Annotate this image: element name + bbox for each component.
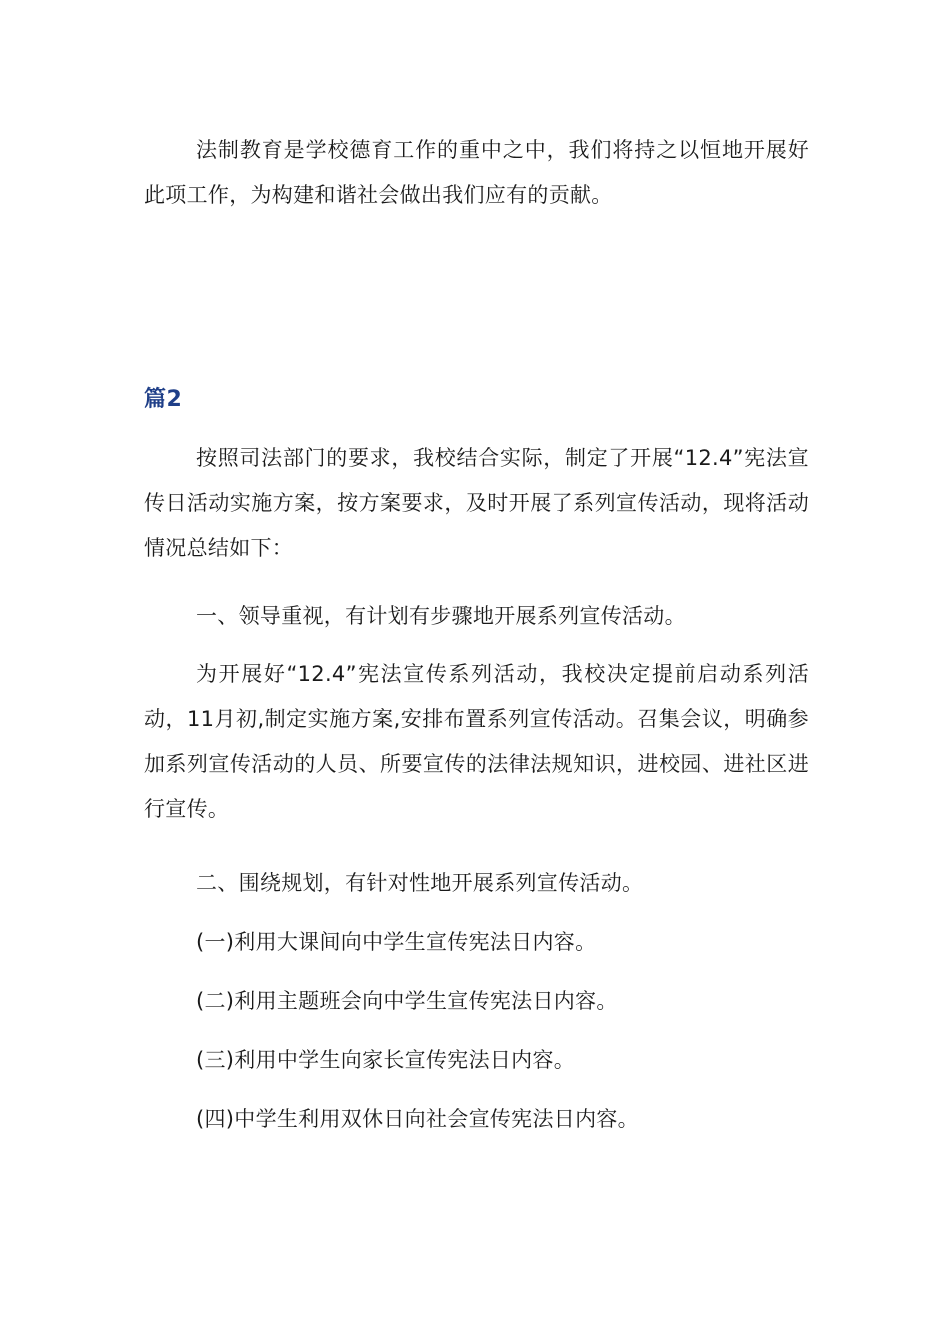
- list-item: (三)利用中学生向家长宣传宪法日内容。: [196, 1048, 576, 1072]
- paragraph-overview: 按照司法部门的要求，我校结合实际，制定了开展“12.4”宪法宣传日活动实施方案，按方案要求，及时开展了系列宣传活动，现将活动情况总结如下：: [144, 446, 809, 560]
- paragraph-point-one: 一、领导重视，有计划有步骤地开展系列宣传活动。: [196, 604, 686, 628]
- paragraph-point-two: 二、围绕规划，有针对性地开展系列宣传活动。: [196, 871, 644, 895]
- list-item: (二)利用主题班会向中学生宣传宪法日内容。: [196, 989, 618, 1013]
- section-heading: 篇2: [144, 387, 183, 412]
- paragraph-point-one-detail: 为开展好“12.4”宪法宣传系列活动，我校决定提前启动系列活动，11月初,制定实施方案,安排布置系列宣传活动。召集会议，明确参加系列宣传活动的人员、所要宣传的法律法规知识，进校园、进社区进行宣传。: [144, 662, 809, 821]
- list-item: (一)利用大课间向中学生宣传宪法日内容。: [196, 930, 597, 954]
- document-page: [144, 0, 809, 1344]
- intro-paragraph: 法制教育是学校德育工作的重中之中，我们将持之以恒地开展好此项工作，为构建和谐社会做出我们应有的贡献。: [144, 138, 809, 207]
- list-item: (四)中学生利用双休日向社会宣传宪法日内容。: [196, 1107, 639, 1131]
